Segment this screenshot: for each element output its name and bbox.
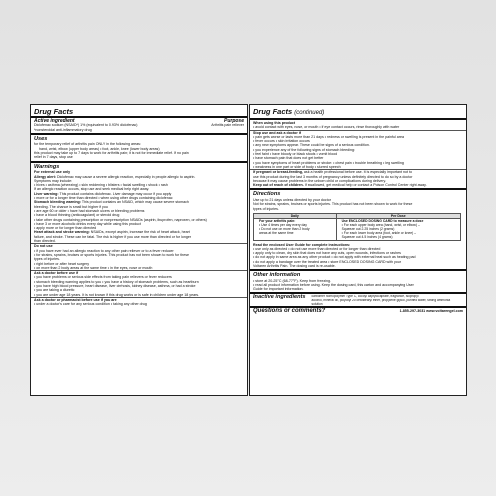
nsaid-note: *nonsteroidal anti-inflammatory drug <box>34 127 92 132</box>
list-item: • apply more or for longer than directed <box>34 226 97 231</box>
list-item: Use ENCLOSED DOSING CARD to measure a dose <box>341 219 424 224</box>
do-not-use-header: Do not use <box>31 243 247 248</box>
list-item: because it may cause problems in the unborn child or complications during delivery. <box>253 178 386 183</box>
stop-use-header: Stop use and ask a doctor if <box>250 130 466 135</box>
list-item: • more or for a longer time than directed • when using other drugs containing diclofenac <box>34 196 173 201</box>
list-item: Use up to 21 days unless directed by your doctor <box>253 198 331 203</box>
list-item: Squeeze out 2.25 inches (2 grams) <box>341 227 395 232</box>
list-item: • you are under age 18 years. It is not known if this drug works or is safe in children under age 18 years. <box>34 292 200 297</box>
list-item: For your arthritis pain: <box>259 219 296 224</box>
list-item: areas at the same time <box>259 231 294 236</box>
list-item: Stomach bleeding warning: This product contains an NSAID, which may cause severe stomach <box>34 200 189 205</box>
list-item: If an allergic reaction occurs, stop use and seek medical help right away. <box>34 187 150 192</box>
list-item: alcohol, mineral oil, polyoxyl 20 cetostearyl ether, propylene glycol, purified water, strong ammonia solution <box>311 298 451 306</box>
list-item: Liver warning: This product contains diclofenac. Liver damage may occur if you apply <box>34 191 172 196</box>
uses-list <box>31 142 247 159</box>
list-item: failure, and stroke. These can be fatal. The risk is higher if you use more than directed or for longer <box>34 234 192 239</box>
list-item: • fever occurs • skin irritation occurs <box>253 139 310 144</box>
questions-header: Questions or comments? <box>253 308 326 315</box>
list-item: Allergy alert: Diclofenac may cause a severe allergic reaction, especially in people allergic to aspirin. <box>34 174 196 179</box>
list-item: this product may take up to 7 days to work for arthritis pain; it is not for immediate relief. If no pain <box>34 151 189 156</box>
list-item: • avoid contact with eyes, nose, or mouth • if eye contact occurs, rinse thoroughly with water <box>253 125 400 130</box>
list-item: bleeding. The chance is small but higher if you <box>34 204 108 209</box>
list-item: • are age 60 or older • have had stomach ulcers or bleeding problems <box>34 208 145 213</box>
other-info-list <box>250 279 466 292</box>
per-dose-cell <box>336 219 460 240</box>
list-item: • store at 20-25°C (68-77°F). Keep from freezing. <box>253 278 332 283</box>
list-item: • weakness in one part or side of body • slurred speech <box>253 164 341 169</box>
per-dose-column-header: Per Dose <box>336 213 460 218</box>
when-using-header: When using this product <box>253 121 296 125</box>
questions-row <box>250 306 466 314</box>
list-item: • under a doctor's care for any serious condition • taking any other drug <box>34 302 147 307</box>
drug-facts-continued-title <box>250 105 466 120</box>
list-item: hand, wrist, elbow (upper body areas) • foot, ankle, knee (lower body areas) <box>39 146 160 151</box>
list-item: Symptoms may include: <box>34 178 73 183</box>
daily-cell <box>254 219 337 240</box>
list-item: • For each upper body area (hand, wrist, or elbow) – <box>341 223 420 228</box>
warnings-header: Warnings <box>31 161 247 171</box>
drug-facts-panel <box>30 104 248 396</box>
list-item: for the temporary relief of arthritis pain ONLY in the following areas: <box>34 142 141 147</box>
list-item: types of injuries. <box>34 257 60 262</box>
list-item: Keep out of reach of children. If swallowed, get medical help or contact a Poison Control Center right away. <box>253 183 427 188</box>
list-item: than directed. <box>34 239 56 244</box>
list-item: • you have symptoms of heart problems or stroke: • chest pain • trouble breathing • leg swelling <box>253 160 404 165</box>
inactive-ingredients <box>250 292 466 307</box>
title-text: Drug Facts <box>253 107 293 116</box>
list-item: Guide for important information. <box>253 287 304 292</box>
uses-header: Uses <box>31 133 247 143</box>
list-item: • Use 4 times per day every day <box>259 223 307 228</box>
list-item: • feel faint • have bloody or black stools • vomit blood <box>253 152 338 157</box>
list-item: • have a blood thinning (anticoagulant) or steroid drug <box>34 213 120 218</box>
drug-facts-title: Drug Facts <box>31 105 247 118</box>
ask-doctor-header: Ask a doctor before use if <box>31 270 247 275</box>
list-item: carbomer homopolymer Type C, cocoyl caprylocaprate, fragrance, isopropyl <box>311 294 419 298</box>
inactive-header: Inactive ingredients <box>253 293 306 300</box>
do-not-use-list <box>31 249 247 270</box>
pregnancy-warning <box>250 169 466 187</box>
list-item: Squeeze out 4.5 inches (4 grams) <box>341 235 393 240</box>
list-item: • if you have ever had an allergic reaction to any other pain reliever or to a fever reducer <box>34 248 174 253</box>
list-item: • have 3 or more alcoholic drinks every day while using this product <box>34 221 141 226</box>
list-item: Read the enclosed User Guide for complete instructions: <box>253 242 351 247</box>
warnings-list <box>31 170 247 243</box>
list-item: • take other drugs containing prescription or nonprescription NSAIDs (aspirin, ibuprofen, naproxen, or others) <box>34 217 207 222</box>
active-ingredient-header: Active ingredient <box>34 118 75 124</box>
daily-column-header: Daily <box>254 213 337 218</box>
list-item: • you have problems or serious side effects from taking pain relievers or fever reducers <box>34 275 172 280</box>
list-item: • Do not use on more than 2 body <box>259 227 310 232</box>
list-item: • do not apply in same area as any other product • do not apply with external heat such as heating pad <box>253 255 416 260</box>
drug-facts-continued-panel <box>249 104 467 396</box>
ask-pharmacist-list <box>31 302 247 306</box>
list-item: • do not apply a bandage over the treated area • store ENCLOSED DOSING CARD with your <box>253 259 401 264</box>
list-item: For external use only <box>34 170 71 175</box>
purpose-header: Purpose <box>223 118 244 124</box>
list-item: • use only as directed • do not use more than directed or for longer than directed <box>253 246 381 251</box>
list-item: • on more than 2 body areas at the same time • in the eyes, nose or mouth <box>34 265 153 270</box>
questions-contact: 1-855-297-3031 www.voltarengel.com <box>399 309 463 314</box>
list-item: Heart attack and stroke warning: NSAIDs, except aspirin, increase the risk of heart attack, heart <box>34 230 190 235</box>
list-item: relief in 7 days, stop use <box>34 155 73 160</box>
list-item: • stomach bleeding warning applies to you • you have a history of stomach problems, such as heartburn <box>34 279 199 284</box>
dosing-table <box>253 213 461 241</box>
ask-doctor-list <box>31 275 247 296</box>
list-item: • you are taking a diuretic <box>34 288 75 293</box>
stop-use-list <box>250 135 466 169</box>
list-item: • right before or after heart surgery <box>34 261 89 266</box>
list-item: use this product during the last 3 months of pregnancy unless definitely directed to do so by a doctor <box>253 174 413 179</box>
list-item: • for strains, sprains, bruises or sports injuries. This product has not been shown to work for these <box>34 252 189 257</box>
other-info-header: Other information <box>250 269 466 279</box>
title-continued: (continued) <box>294 110 325 116</box>
inactive-list <box>309 295 463 307</box>
directions-header: Directions <box>250 188 466 198</box>
active-ingredient-line: Diclofenac sodium (NSAID*) 1% (equivalent to 0.93% diclofenac) <box>34 123 138 128</box>
list-item: types of injuries. <box>253 206 279 211</box>
list-item: • you experience any of the following signs of stomach bleeding: <box>253 147 355 152</box>
list-item: Not for strains, sprains, bruises or sports injuries. This product has not been shown to work for these <box>253 202 413 207</box>
list-item: Voltaren Arthritis Pain. The dosing card is re-usable. <box>253 263 336 268</box>
user-guide-instructions <box>250 243 466 269</box>
list-item: • have stomach pain that does not get better <box>253 156 324 161</box>
list-item: • you have high blood pressure, heart disease, liver cirrhosis, kidney disease, asthma, or had a stroke <box>34 283 196 288</box>
list-item: • read all product information before using. Keep the dosing card, this carton and accompanying User <box>253 283 414 288</box>
purpose-text: Arthritis pain reliever <box>211 123 244 128</box>
list-item: • apply only to clean, dry skin that does not have any cuts, open wounds, infections or rashes <box>253 251 401 256</box>
directions-list <box>250 198 466 211</box>
list-item: • any new symptoms appear. These could be signs of a serious condition. <box>253 143 370 148</box>
list-item: • hives • asthma (wheezing) • skin reddening • blisters • facial swelling • shock • rash <box>34 183 168 188</box>
list-item: • For each lower body area (foot, ankle or knee) – <box>341 231 417 236</box>
list-item: If pregnant or breast-feeding, ask a health professional before use. It is especially important not to <box>253 170 412 175</box>
list-item: • pain gets worse or lasts more than 21 days • redness or swelling is present in the painful area <box>253 134 404 139</box>
ask-pharmacist-header: Ask a doctor or pharmacist before use if you are <box>31 297 247 302</box>
